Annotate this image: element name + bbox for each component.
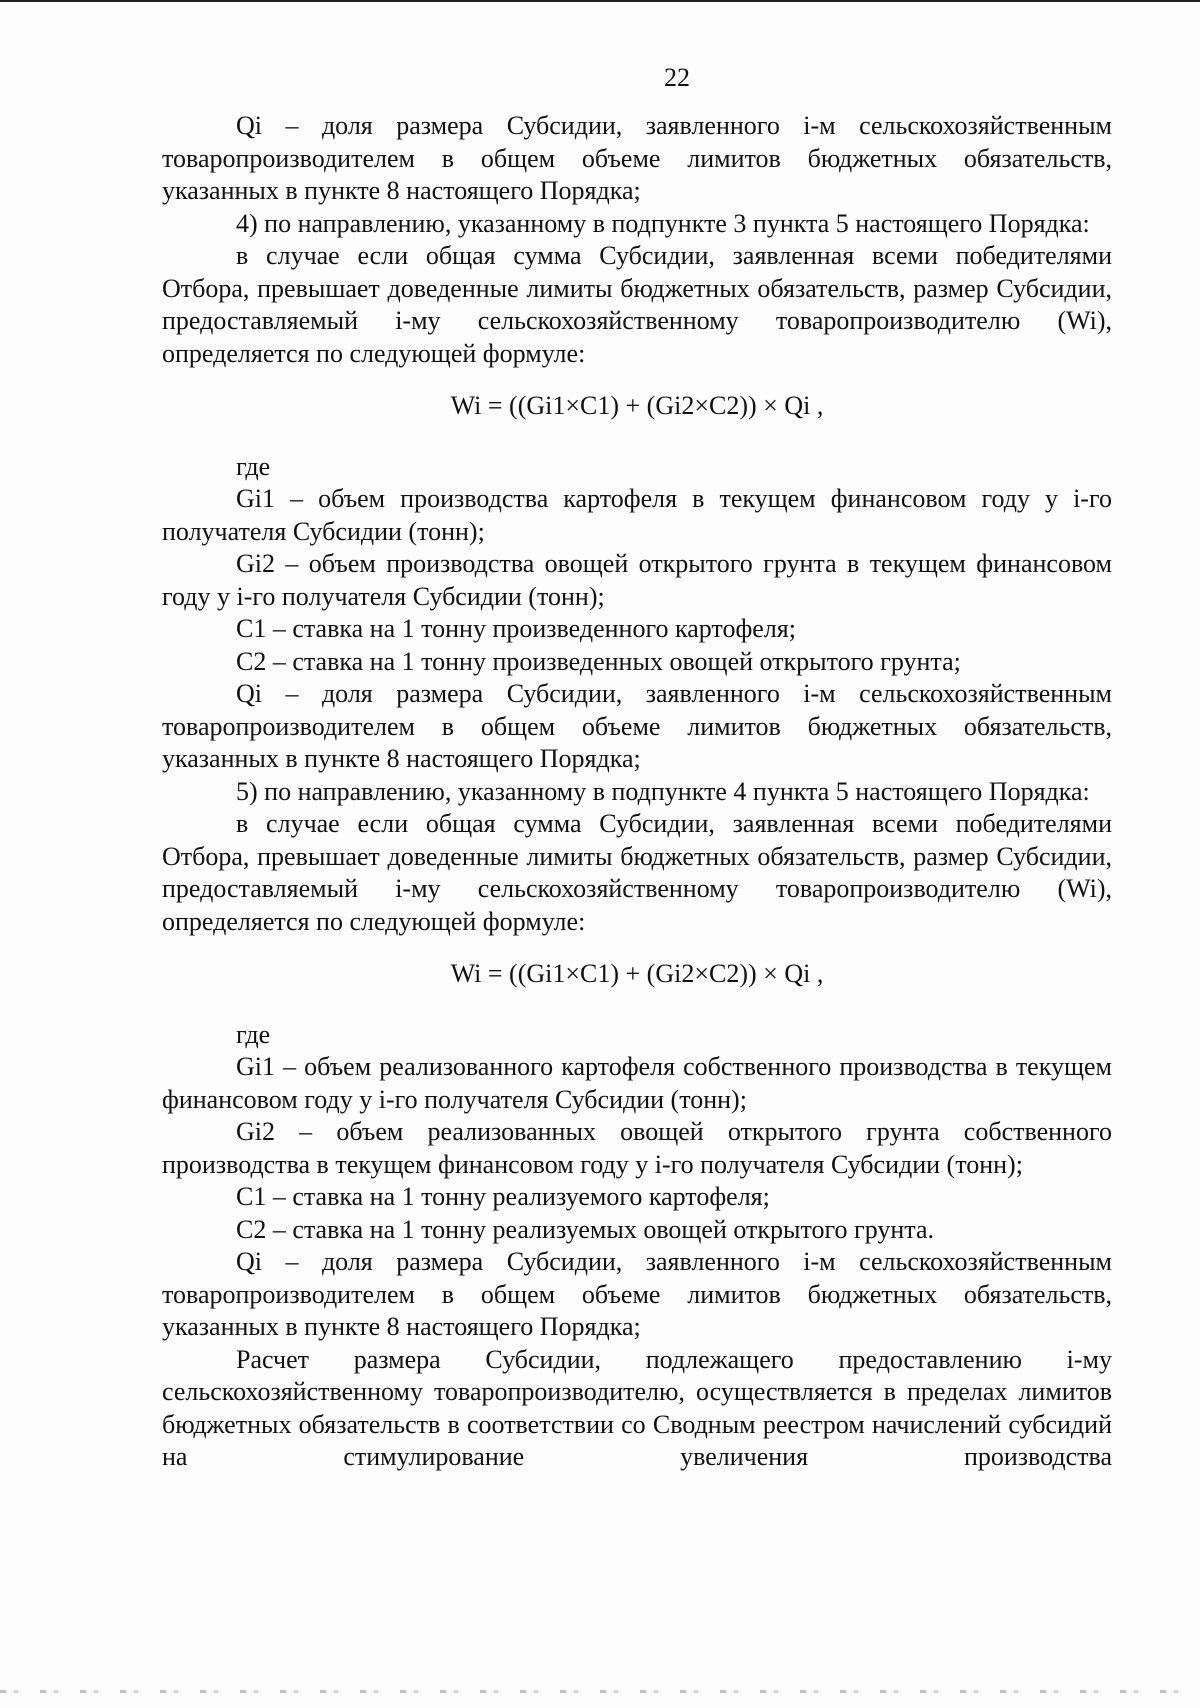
paragraph: в случае если общая сумма Субсидии, заявленная всеми победителями Отбора, превышает доведенные лимиты бюджетных обязательств, размер Субсидии, предоставляемый i-му сельскохозяйственному товаропроизводителю (Wi), определяется по следующей формуле: xyxy=(162,241,1112,368)
document-body xyxy=(162,60,1112,1474)
paragraph: C2 – ставка на 1 тонну реализуемых овощей открытого грунта. xyxy=(236,1214,935,1244)
paragraph: 5) по направлению, указанному в подпункте 4 пункта 5 настоящего Порядка: xyxy=(236,776,1090,806)
paragraph: C2 – ставка на 1 тонну произведенных овощей открытого грунта; xyxy=(236,646,961,676)
paragraph: Gi1 – объем производства картофеля в текущем финансовом году у i-го получателя Субсидии (тонн); xyxy=(162,484,1112,546)
paragraph: C1 – ставка на 1 тонну реализуемого картофеля; xyxy=(236,1182,770,1211)
scan-bottom-artifact xyxy=(0,1690,1200,1693)
paragraph: Gi2 – объем производства овощей открытого грунта в текущем финансовом году у i-го получателя Субсидии (тонн); xyxy=(162,549,1112,611)
formula: Wi = ((Gi1×C1) + (Gi2×C2)) × Qi , xyxy=(450,391,824,420)
formula: Wi = ((Gi1×C1) + (Gi2×C2)) × Qi , xyxy=(450,959,824,988)
paragraph: Gi1 – объем реализованного картофеля собственного производства в текущем финансовом году у i-го получателя Субсидии (тонн); xyxy=(162,1052,1112,1114)
paragraph: Gi2 – объем реализованных овощей открытого грунта собственного производства в текущем финансовом году у i-го получателя Субсидии (тонн); xyxy=(162,1117,1112,1179)
paragraph: 4) по направлению, указанному в подпункте 3 пункта 5 настоящего Порядка: xyxy=(236,208,1090,238)
page-number: 22 xyxy=(664,63,690,92)
paragraph: Расчет размера Субсидии, подлежащего предоставлению i-му сельскохозяйственному товаропроизводителю, осуществляется в пределах лимитов бюджетных обязательств в соответствии со Сводным реестром начислений субсидий на стимулирование увеличения производства xyxy=(162,1344,1112,1471)
scan-top-edge xyxy=(0,0,1200,2)
paragraph: Qi – доля размера Субсидии, заявленного i-м сельскохозяйственным товаропроизводителем в общем объеме лимитов бюджетных обязательств, указанных в пункте 8 настоящего Порядка; xyxy=(162,679,1112,773)
paragraph: в случае если общая сумма Субсидии, заявленная всеми победителями Отбора, превышает доведенные лимиты бюджетных обязательств, размер Субсидии, предоставляемый i-му сельскохозяйственному товаропроизводителю (Wi), определяется по следующей формуле: xyxy=(162,809,1112,936)
paragraph: Qi – доля размера Субсидии, заявленного i-м сельскохозяйственным товаропроизводителем в общем объеме лимитов бюджетных обязательств, указанных в пункте 8 настоящего Порядка; xyxy=(162,1247,1112,1341)
paragraph: где xyxy=(236,1019,271,1049)
paragraph: Qi – доля размера Субсидии, заявленного i-м сельскохозяйственным товаропроизводителем в общем объеме лимитов бюджетных обязательств, указанных в пункте 8 настоящего Порядка; xyxy=(162,111,1112,205)
paragraph: где xyxy=(236,451,271,481)
paragraph: C1 – ставка на 1 тонну произведенного картофеля; xyxy=(236,614,796,643)
